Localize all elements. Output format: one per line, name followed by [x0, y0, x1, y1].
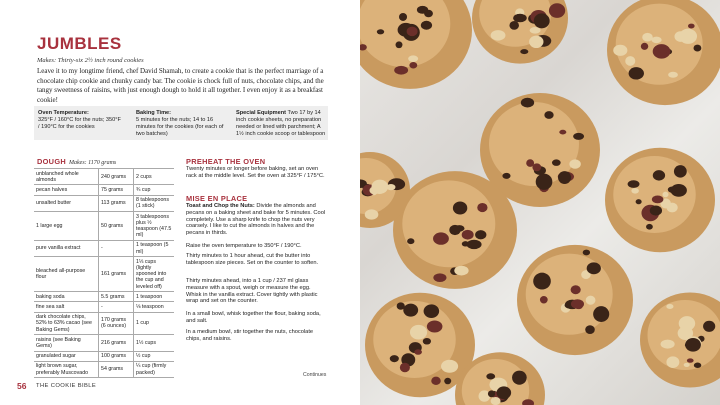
ingredient-grams: 240 grams: [99, 169, 134, 185]
oven-temperature-text: 325°F / 160°C for the nuts; 350°F / 190°C for the cookies: [38, 117, 121, 130]
ingredient-name: pure vanilla extract: [34, 240, 99, 256]
baking-time-text: 5 minutes for the nuts; 14 to 16 minutes for the cookies (for each of two batches): [136, 117, 224, 137]
ingredient-volume: 8 tablespoons (1 stick): [134, 195, 175, 211]
ingredient-volume: ½ cup: [134, 351, 175, 361]
preheat-text: Twenty minutes or longer before baking, set an oven rack at the middle level. Set the oven at 325°F / 175°C.: [186, 166, 325, 179]
nuts-chocolate-paragraph: In a medium bowl, stir together the nuts, chocolate chips, and raisins.: [186, 329, 314, 342]
ingredient-name: unblanched whole almonds: [34, 169, 99, 185]
baking-time-info: [136, 110, 224, 138]
ingredient-volume: 3 tablespoons plus ½ teaspoon (47.5 ml): [134, 212, 175, 241]
cookie: [517, 245, 633, 355]
cookie: [360, 0, 472, 89]
ingredient-name: dark chocolate chips, 52% to 63% cacao (see Baking Gems): [34, 312, 99, 335]
cookie: [640, 293, 720, 388]
ingredient-volume: 1 cup: [134, 312, 175, 335]
table-row: [34, 185, 174, 195]
flour-paragraph: In a small bowl, whisk together the flour, baking soda, and salt.: [186, 311, 321, 324]
continues-note: Continues: [303, 372, 327, 378]
oven-temperature-label: Oven Temperature:: [38, 110, 89, 116]
ingredient-name: fine sea salt: [34, 302, 99, 312]
special-equipment-label: Special Equipment: [236, 110, 287, 116]
egg-paragraph: Thirty minutes ahead, into a 1 cup / 237 ml glass measure with a spout, weigh or measure the egg. Whisk in the vanilla extract. Cover tightly with plastic wrap and set on the counter.: [186, 278, 318, 305]
table-row: [34, 361, 174, 377]
table-row: [34, 292, 174, 302]
ingredient-volume: ⅛ teaspoon: [134, 302, 175, 312]
recipe-intro: Leave it to my longtime friend, chef David Shamah, to create a cookie that is the perfect marriage of a chocolate chip cookie and chunky candy bar. The cookie is chock full of nuts, chocolate chips, and the tangy sweetness of raisins, with just enough dough to hold it all together. I even enjoy it as a breakfast cookie!: [37, 67, 324, 104]
ingredient-grams: 100 grams: [99, 351, 134, 361]
special-equipment-text: Two 17 by 14 inch cookie sheets, no preparation needed or lined with parchment; A 1½ inch cookie scoop or tablespoon: [236, 110, 326, 137]
preheat-heading: PREHEAT THE OVEN: [186, 157, 266, 166]
ingredient-volume: 1 teaspoon: [134, 292, 175, 302]
mise-en-place-heading: MISE EN PLACE: [186, 194, 248, 203]
ingredient-name: light brown sugar, preferably Muscovado: [34, 361, 99, 377]
ingredient-name: pecan halves: [34, 185, 99, 195]
table-row: [34, 169, 174, 185]
ingredient-grams: -: [99, 302, 134, 312]
ingredient-name: unsalted butter: [34, 195, 99, 211]
cookie: [607, 0, 720, 105]
ingredient-name: granulated sugar: [34, 351, 99, 361]
recipe-yield: Makes: Thirty-six 2½ inch round cookies: [37, 57, 144, 64]
ingredient-volume: 1⅓ cups (lightly spooned into the cup and leveled off): [134, 257, 175, 292]
table-row: [34, 351, 174, 361]
page-number: 56: [17, 381, 27, 391]
table-row: [34, 312, 174, 335]
raise-oven-paragraph: Raise the oven temperature to 350°F / 190°C.: [186, 243, 302, 249]
ingredient-volume: ¼ cup (firmly packed): [134, 361, 175, 377]
ingredient-volume: ¾ cup: [134, 185, 175, 195]
ingredient-grams: 50 grams: [99, 212, 134, 241]
recipe-info-box: [34, 106, 328, 140]
dough-yield: Makes: 1170 grams: [69, 160, 117, 166]
ingredient-grams: 75 grams: [99, 185, 134, 195]
ingredient-grams: 216 grams: [99, 335, 134, 351]
ingredients-table: [34, 168, 174, 378]
table-row: [34, 195, 174, 211]
ingredient-name: raisins (see Baking Gems): [34, 335, 99, 351]
toast-nuts-text: Divide the almonds and pecans on a baking sheet and bake for 5 minutes. Cool completely. Use a sharp knife to chop the nuts very coarsely. I like to cut the almonds in halves and the pecans in thirds.: [186, 203, 326, 237]
table-row: [34, 240, 174, 256]
ingredient-grams: -: [99, 240, 134, 256]
toast-nuts-label: Toast and Chop the Nuts:: [186, 203, 255, 209]
ingredient-volume: 1½ cups: [134, 335, 175, 351]
ingredient-grams: 161 grams: [99, 257, 134, 292]
ingredient-grams: 5.5 grams: [99, 292, 134, 302]
cookie: [393, 171, 517, 289]
table-row: [34, 212, 174, 241]
ingredient-grams: 54 grams: [99, 361, 134, 377]
book-title: THE COOKIE BIBLE: [36, 383, 97, 389]
dough-heading-text: DOUGH: [37, 157, 67, 166]
ingredient-grams: 113 grams: [99, 195, 134, 211]
cookies-photo: [360, 0, 720, 405]
cookie: [472, 0, 568, 64]
butter-paragraph: Thirty minutes to 1 hour ahead, cut the butter into tablespoon size pieces. Set on the counter to soften.: [186, 253, 319, 266]
ingredient-grams: 170 grams (6 ounces): [99, 312, 134, 335]
ingredient-volume: 1 teaspoon (5 ml): [134, 240, 175, 256]
ingredient-name: baking soda: [34, 292, 99, 302]
ingredient-name: 1 large egg: [34, 212, 99, 241]
table-row: [34, 302, 174, 312]
ingredient-name: bleached all-purpose flour: [34, 257, 99, 292]
cookie: [605, 148, 715, 253]
ingredient-volume: 2 cups: [134, 169, 175, 185]
recipe-title: JUMBLES: [37, 34, 122, 53]
cookies-illustration: [360, 0, 720, 405]
dough-heading: [37, 157, 116, 166]
table-row: [34, 257, 174, 292]
toast-nuts-paragraph: [186, 203, 326, 237]
oven-temperature-info: [38, 110, 122, 131]
special-equipment-info: [236, 110, 326, 138]
table-row: [34, 335, 174, 351]
baking-time-label: Baking Time:: [136, 110, 172, 116]
